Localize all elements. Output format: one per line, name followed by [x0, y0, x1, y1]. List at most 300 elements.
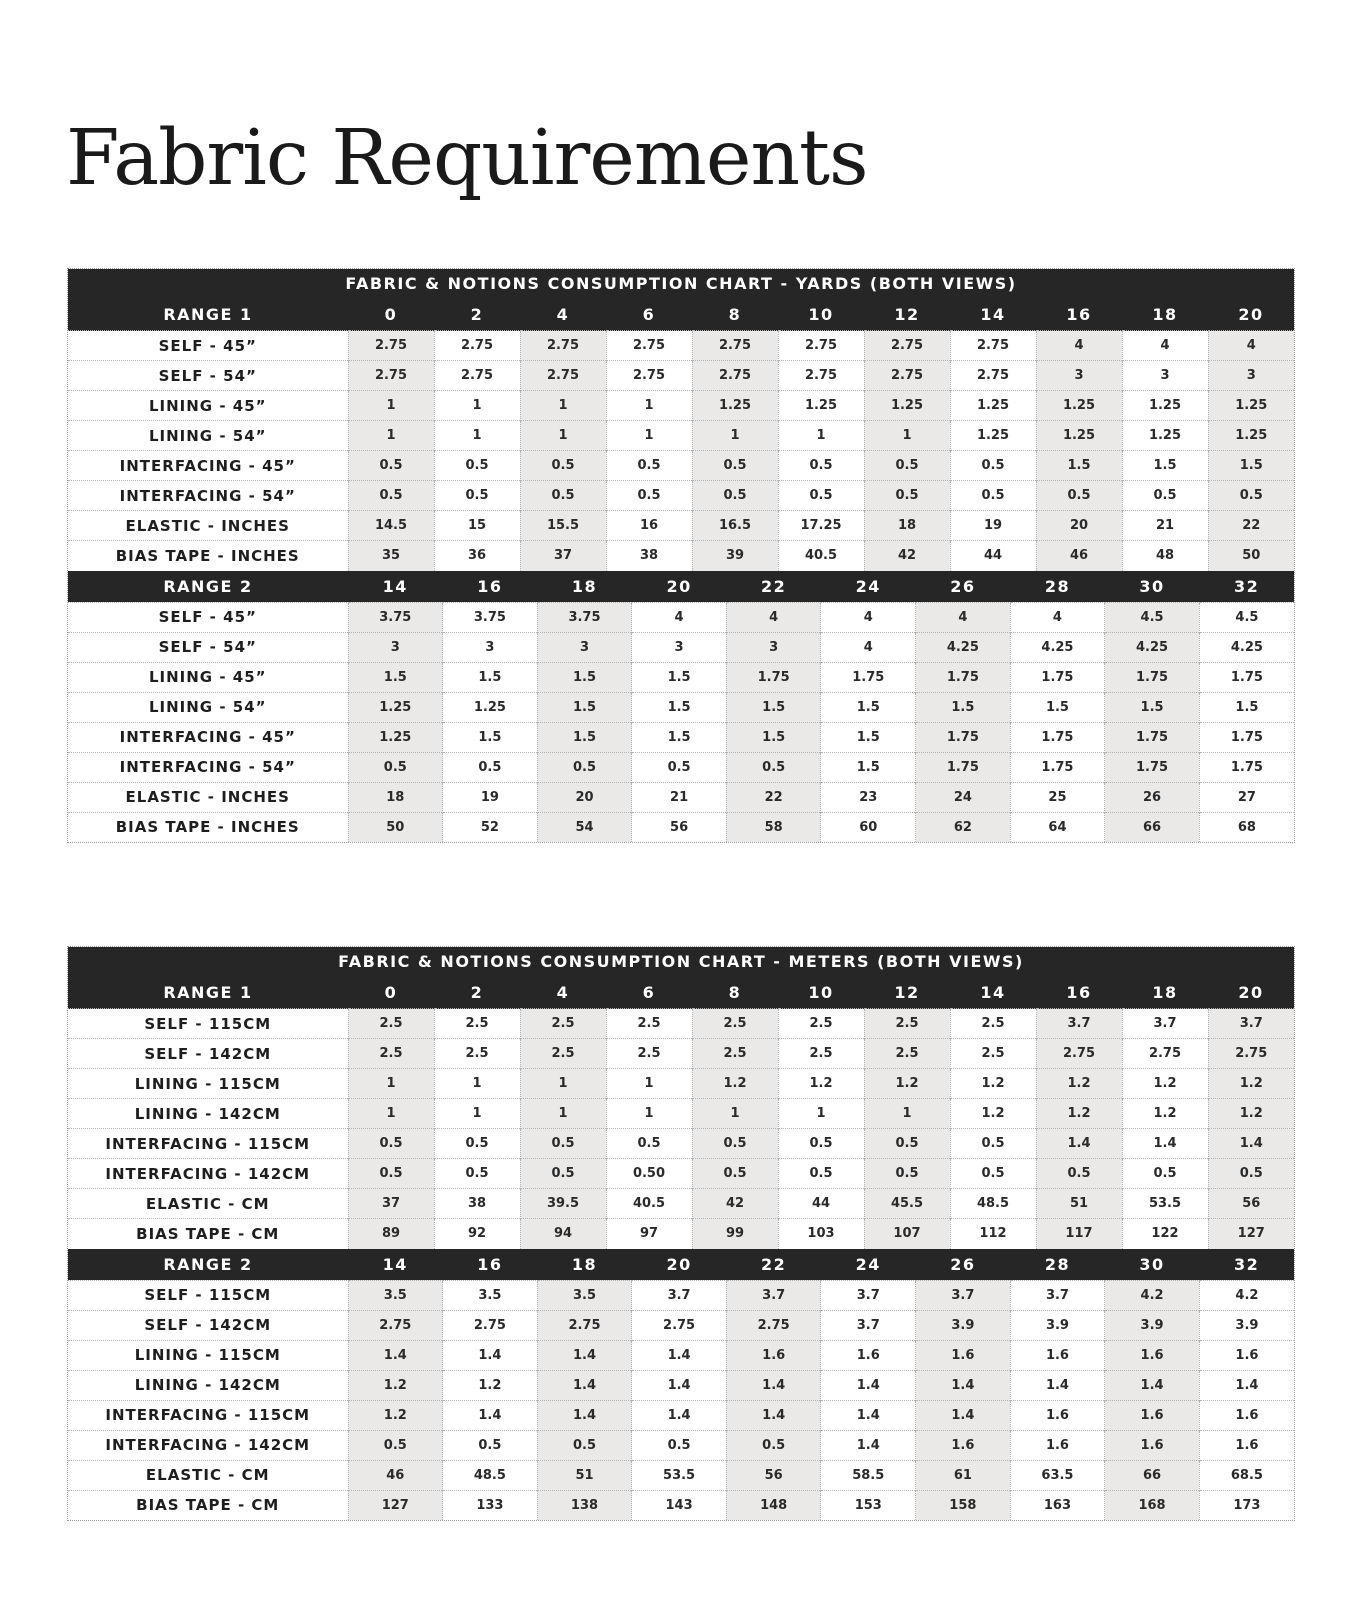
table-cell: 21	[1122, 511, 1208, 541]
table-cell: 1.6	[821, 1340, 916, 1370]
table-cell: 2.75	[348, 1310, 443, 1340]
table-cell: 44	[950, 541, 1036, 571]
table-cell: 1.2	[950, 1099, 1036, 1129]
table-cell: 1.25	[348, 692, 443, 722]
row-label: LINING - 115CM	[68, 1069, 348, 1099]
table-cell: 1	[778, 1099, 864, 1129]
table-cell: 1.75	[916, 722, 1011, 752]
size-header: 22	[726, 571, 821, 603]
table-cell: 2.75	[348, 361, 434, 391]
table-cell: 148	[726, 1490, 821, 1520]
table-cell: 1.2	[1036, 1099, 1122, 1129]
table-cell: 39.5	[520, 1189, 606, 1219]
table-cell: 1	[434, 421, 520, 451]
size-header: 24	[821, 571, 916, 603]
table-cell: 2.5	[520, 1009, 606, 1039]
row-label: LINING - 45”	[68, 662, 348, 692]
table-cell: 1.4	[916, 1400, 1011, 1430]
size-header: 8	[692, 977, 778, 1009]
table-cell: 2.75	[1208, 1039, 1294, 1069]
table-cell: 58.5	[821, 1460, 916, 1490]
table-cell: 63.5	[1010, 1460, 1105, 1490]
table-cell: 4.5	[1199, 602, 1294, 632]
table-row	[68, 782, 1294, 812]
table-cell: 1.2	[778, 1069, 864, 1099]
table-cell: 52	[443, 812, 538, 842]
table-cell: 46	[348, 1460, 443, 1490]
range-header-row	[68, 571, 1294, 603]
size-header: 16	[443, 1249, 538, 1281]
table-cell: 1.25	[1208, 391, 1294, 421]
table-cell: 2.75	[434, 361, 520, 391]
table-cell: 4.25	[1199, 632, 1294, 662]
table-row	[68, 1490, 1294, 1520]
size-header: 14	[348, 571, 443, 603]
size-header: 16	[443, 571, 538, 603]
table-cell: 122	[1122, 1219, 1208, 1249]
table-cell: 3.9	[1105, 1310, 1200, 1340]
size-header: 30	[1105, 571, 1200, 603]
row-label: SELF - 142CM	[68, 1039, 348, 1069]
table-cell: 53.5	[632, 1460, 727, 1490]
row-label: SELF - 54”	[68, 632, 348, 662]
table-cell: 2.75	[864, 331, 950, 361]
table-cell: 153	[821, 1490, 916, 1520]
table-cell: 2.75	[443, 1310, 538, 1340]
table-row	[68, 1400, 1294, 1430]
table-cell: 1.25	[864, 391, 950, 421]
table-cell: 1	[348, 421, 434, 451]
table-cell: 0.5	[520, 1129, 606, 1159]
table-cell: 4	[821, 602, 916, 632]
yards-range-2-table	[68, 571, 1294, 843]
size-header: 30	[1105, 1249, 1200, 1281]
size-header: 18	[1122, 299, 1208, 331]
table-cell: 3.7	[1208, 1009, 1294, 1039]
table-cell: 0.5	[1208, 481, 1294, 511]
table-cell: 1.5	[1105, 692, 1200, 722]
table-cell: 99	[692, 1219, 778, 1249]
table-row	[68, 1310, 1294, 1340]
size-header: 0	[348, 299, 434, 331]
table-row	[68, 541, 1294, 571]
size-header: 26	[916, 1249, 1011, 1281]
table-cell: 22	[726, 782, 821, 812]
table-cell: 48.5	[443, 1460, 538, 1490]
row-label: ELASTIC - CM	[68, 1189, 348, 1219]
table-cell: 1.2	[692, 1069, 778, 1099]
table-cell: 1.4	[821, 1400, 916, 1430]
table-cell: 4	[1208, 331, 1294, 361]
table-cell: 3.7	[916, 1280, 1011, 1310]
table-cell: 1.4	[632, 1340, 727, 1370]
table-cell: 1.5	[916, 692, 1011, 722]
table-cell: 1.5	[1010, 692, 1105, 722]
table-cell: 3.9	[1199, 1310, 1294, 1340]
row-label: SELF - 54”	[68, 361, 348, 391]
table-cell: 1.5	[1122, 451, 1208, 481]
table-cell: 0.5	[778, 1129, 864, 1159]
table-cell: 168	[1105, 1490, 1200, 1520]
table-cell: 4	[632, 602, 727, 632]
table-cell: 1.25	[692, 391, 778, 421]
table-cell: 0.5	[348, 1159, 434, 1189]
table-cell: 2.5	[348, 1009, 434, 1039]
size-header: 14	[950, 299, 1036, 331]
table-cell: 1.2	[1208, 1069, 1294, 1099]
table-cell: 2.75	[726, 1310, 821, 1340]
table-cell: 1.2	[1122, 1099, 1208, 1129]
table-cell: 0.5	[348, 1129, 434, 1159]
table-cell: 24	[916, 782, 1011, 812]
table-cell: 18	[864, 511, 950, 541]
table-row	[68, 1129, 1294, 1159]
row-label: INTERFACING - 45”	[68, 451, 348, 481]
table-cell: 89	[348, 1219, 434, 1249]
table-cell: 56	[726, 1460, 821, 1490]
table-row	[68, 1340, 1294, 1370]
table-cell: 1.5	[726, 722, 821, 752]
size-header: 2	[434, 299, 520, 331]
table-cell: 1.6	[1199, 1400, 1294, 1430]
table-cell: 1	[864, 421, 950, 451]
table-cell: 0.5	[950, 451, 1036, 481]
row-label: LINING - 142CM	[68, 1370, 348, 1400]
size-header: 18	[1122, 977, 1208, 1009]
table-cell: 0.5	[778, 1159, 864, 1189]
table-cell: 4	[1010, 602, 1105, 632]
size-header: 4	[520, 299, 606, 331]
table-cell: 1.6	[726, 1340, 821, 1370]
table-cell: 0.5	[950, 481, 1036, 511]
table-cell: 1.4	[1199, 1370, 1294, 1400]
table-cell: 0.5	[864, 481, 950, 511]
table-cell: 1.2	[864, 1069, 950, 1099]
table-cell: 23	[821, 782, 916, 812]
table-cell: 1.4	[916, 1370, 1011, 1400]
table-cell: 1.4	[726, 1400, 821, 1430]
table-cell: 1.5	[821, 722, 916, 752]
table-cell: 1.6	[916, 1340, 1011, 1370]
table-row	[68, 602, 1294, 632]
table-cell: 37	[348, 1189, 434, 1219]
table-cell: 1.5	[632, 662, 727, 692]
table-cell: 1.25	[1122, 391, 1208, 421]
table-cell: 2.75	[520, 331, 606, 361]
table-cell: 1.5	[443, 662, 538, 692]
table-cell: 1.25	[1036, 391, 1122, 421]
table-cell: 103	[778, 1219, 864, 1249]
row-label: ELASTIC - INCHES	[68, 511, 348, 541]
table-cell: 0.50	[606, 1159, 692, 1189]
yards-range-1-table	[68, 299, 1294, 571]
table-cell: 2.75	[606, 331, 692, 361]
table-cell: 1.25	[950, 421, 1036, 451]
size-header: 18	[537, 571, 632, 603]
table-cell: 2.5	[778, 1009, 864, 1039]
size-header: 20	[632, 571, 727, 603]
size-header: 22	[726, 1249, 821, 1281]
table-cell: 0.5	[520, 1159, 606, 1189]
size-header: 10	[778, 299, 864, 331]
table-cell: 2.5	[692, 1009, 778, 1039]
table-cell: 4.25	[916, 632, 1011, 662]
size-header: 10	[778, 977, 864, 1009]
table-cell: 2.75	[348, 331, 434, 361]
table-cell: 42	[692, 1189, 778, 1219]
table-cell: 107	[864, 1219, 950, 1249]
table-row	[68, 421, 1294, 451]
row-label: INTERFACING - 142CM	[68, 1159, 348, 1189]
range-label: RANGE 1	[68, 977, 348, 1009]
size-header: 18	[537, 1249, 632, 1281]
table-cell: 2.75	[606, 361, 692, 391]
row-label: INTERFACING - 45”	[68, 722, 348, 752]
table-cell: 1.5	[632, 692, 727, 722]
table-cell: 3	[726, 632, 821, 662]
table-cell: 1	[348, 1099, 434, 1129]
table-cell: 1.5	[1208, 451, 1294, 481]
table-cell: 1	[434, 1069, 520, 1099]
table-cell: 38	[434, 1189, 520, 1219]
table-cell: 1.5	[821, 692, 916, 722]
table-cell: 3.7	[1010, 1280, 1105, 1310]
size-header: 16	[1036, 977, 1122, 1009]
table-cell: 1.4	[1208, 1129, 1294, 1159]
table-cell: 3	[1208, 361, 1294, 391]
table-cell: 4	[1122, 331, 1208, 361]
row-label: SELF - 115CM	[68, 1280, 348, 1310]
table-cell: 2.75	[950, 331, 1036, 361]
table-cell: 138	[537, 1490, 632, 1520]
table-cell: 1.4	[443, 1400, 538, 1430]
size-header: 12	[864, 299, 950, 331]
table-cell: 3.7	[726, 1280, 821, 1310]
table-cell: 48.5	[950, 1189, 1036, 1219]
table-cell: 1.5	[1199, 692, 1294, 722]
table-row	[68, 662, 1294, 692]
table-cell: 1.2	[443, 1370, 538, 1400]
table-cell: 1.2	[348, 1400, 443, 1430]
table-cell: 1.25	[1036, 421, 1122, 451]
table-cell: 97	[606, 1219, 692, 1249]
row-label: LINING - 45”	[68, 391, 348, 421]
table-cell: 0.5	[1036, 1159, 1122, 1189]
table-cell: 2.5	[520, 1039, 606, 1069]
size-header: 20	[632, 1249, 727, 1281]
table-row	[68, 331, 1294, 361]
table-cell: 3.7	[1036, 1009, 1122, 1039]
table-cell: 0.5	[778, 451, 864, 481]
table-cell: 15.5	[520, 511, 606, 541]
table-cell: 2.75	[864, 361, 950, 391]
table-cell: 26	[1105, 782, 1200, 812]
table-cell: 0.5	[434, 481, 520, 511]
table-cell: 22	[1208, 511, 1294, 541]
table-cell: 0.5	[726, 1430, 821, 1460]
page-title: Fabric Requirements	[66, 114, 868, 203]
table-cell: 66	[1105, 1460, 1200, 1490]
table-row	[68, 1159, 1294, 1189]
table-cell: 173	[1199, 1490, 1294, 1520]
table-cell: 0.5	[864, 451, 950, 481]
table-cell: 133	[443, 1490, 538, 1520]
table-cell: 16	[606, 511, 692, 541]
table-cell: 1.5	[632, 722, 727, 752]
table-cell: 1.4	[726, 1370, 821, 1400]
table-cell: 62	[916, 812, 1011, 842]
table-cell: 68.5	[1199, 1460, 1294, 1490]
table-cell: 1.5	[537, 722, 632, 752]
table-cell: 19	[950, 511, 1036, 541]
table-cell: 2.75	[632, 1310, 727, 1340]
table-cell: 61	[916, 1460, 1011, 1490]
table-cell: 1	[348, 391, 434, 421]
table-cell: 1.75	[1010, 662, 1105, 692]
table-cell: 2.5	[950, 1039, 1036, 1069]
table-cell: 1.75	[1199, 662, 1294, 692]
table-cell: 4	[726, 602, 821, 632]
table-cell: 1	[606, 1069, 692, 1099]
table-cell: 2.75	[778, 361, 864, 391]
table-cell: 2.75	[1036, 1039, 1122, 1069]
size-header: 6	[606, 299, 692, 331]
table-cell: 3	[537, 632, 632, 662]
table-cell: 20	[537, 782, 632, 812]
table-row	[68, 1430, 1294, 1460]
table-cell: 4.5	[1105, 602, 1200, 632]
table-cell: 56	[1208, 1189, 1294, 1219]
table-cell: 3.9	[916, 1310, 1011, 1340]
table-cell: 0.5	[520, 481, 606, 511]
table-cell: 1	[434, 391, 520, 421]
table-cell: 0.5	[864, 1159, 950, 1189]
table-cell: 0.5	[1036, 481, 1122, 511]
table-cell: 3	[632, 632, 727, 662]
row-label: INTERFACING - 142CM	[68, 1430, 348, 1460]
table-cell: 1.25	[443, 692, 538, 722]
row-label: INTERFACING - 54”	[68, 752, 348, 782]
table-cell: 1.25	[348, 722, 443, 752]
table-cell: 1.2	[950, 1069, 1036, 1099]
size-header: 28	[1010, 1249, 1105, 1281]
table-cell: 1.75	[726, 662, 821, 692]
table-cell: 0.5	[537, 1430, 632, 1460]
table-cell: 1.4	[1036, 1129, 1122, 1159]
table-cell: 1.75	[916, 662, 1011, 692]
table-cell: 19	[443, 782, 538, 812]
table-cell: 45.5	[864, 1189, 950, 1219]
table-cell: 37	[520, 541, 606, 571]
table-cell: 46	[1036, 541, 1122, 571]
table-row	[68, 1460, 1294, 1490]
table-cell: 0.5	[348, 752, 443, 782]
table-cell: 163	[1010, 1490, 1105, 1520]
table-cell: 0.5	[692, 451, 778, 481]
table-cell: 94	[520, 1219, 606, 1249]
table-cell: 51	[1036, 1189, 1122, 1219]
table-cell: 1.25	[950, 391, 1036, 421]
table-cell: 44	[778, 1189, 864, 1219]
table-cell: 1.4	[821, 1370, 916, 1400]
table-cell: 2.75	[520, 361, 606, 391]
table-cell: 1.4	[1105, 1370, 1200, 1400]
table-cell: 2.5	[864, 1039, 950, 1069]
table-cell: 1.75	[1010, 722, 1105, 752]
row-label: SELF - 142CM	[68, 1310, 348, 1340]
table-cell: 4.25	[1010, 632, 1105, 662]
table-cell: 20	[1036, 511, 1122, 541]
range-label: RANGE 2	[68, 1249, 348, 1281]
table-cell: 3.5	[348, 1280, 443, 1310]
table-cell: 1.6	[1010, 1340, 1105, 1370]
table-cell: 2.75	[950, 361, 1036, 391]
table-cell: 1	[606, 421, 692, 451]
table-cell: 3.75	[348, 602, 443, 632]
table-cell: 1	[778, 421, 864, 451]
table-cell: 1.5	[537, 692, 632, 722]
table-cell: 1.75	[1199, 752, 1294, 782]
table-cell: 1.4	[821, 1430, 916, 1460]
table-cell: 1	[606, 1099, 692, 1129]
table-cell: 1.2	[348, 1370, 443, 1400]
row-label: ELASTIC - CM	[68, 1460, 348, 1490]
table-cell: 39	[692, 541, 778, 571]
table-cell: 1.5	[443, 722, 538, 752]
table-cell: 0.5	[632, 752, 727, 782]
table-cell: 1.6	[1105, 1430, 1200, 1460]
table-cell: 0.5	[443, 752, 538, 782]
table-cell: 42	[864, 541, 950, 571]
table-cell: 1	[864, 1099, 950, 1129]
table-cell: 1.4	[537, 1370, 632, 1400]
table-row	[68, 1370, 1294, 1400]
meters-range-2-table	[68, 1249, 1294, 1521]
table-cell: 2.5	[778, 1039, 864, 1069]
table-cell: 1.25	[778, 391, 864, 421]
table-cell: 40.5	[778, 541, 864, 571]
table-cell: 1.4	[1122, 1129, 1208, 1159]
table-cell: 2.5	[950, 1009, 1036, 1039]
table-cell: 35	[348, 541, 434, 571]
table-cell: 0.5	[348, 451, 434, 481]
table-row	[68, 511, 1294, 541]
table-cell: 14.5	[348, 511, 434, 541]
table-cell: 3.7	[821, 1310, 916, 1340]
table-cell: 127	[1208, 1219, 1294, 1249]
table-cell: 2.5	[692, 1039, 778, 1069]
meters-range-1-table	[68, 977, 1294, 1249]
table-cell: 1.4	[348, 1340, 443, 1370]
table-cell: 0.5	[606, 1129, 692, 1159]
row-label: INTERFACING - 54”	[68, 481, 348, 511]
row-label: LINING - 54”	[68, 692, 348, 722]
table-cell: 36	[434, 541, 520, 571]
table-cell: 4	[821, 632, 916, 662]
table-cell: 58	[726, 812, 821, 842]
table-cell: 1.5	[537, 662, 632, 692]
table-cell: 1.4	[632, 1370, 727, 1400]
table-cell: 2.75	[434, 331, 520, 361]
table-cell: 2.5	[434, 1009, 520, 1039]
row-label: LINING - 142CM	[68, 1099, 348, 1129]
range-label: RANGE 2	[68, 571, 348, 603]
row-label: SELF - 115CM	[68, 1009, 348, 1039]
table-cell: 0.5	[348, 1430, 443, 1460]
table-cell: 0.5	[1122, 481, 1208, 511]
table-cell: 0.5	[348, 481, 434, 511]
table-row	[68, 1280, 1294, 1310]
